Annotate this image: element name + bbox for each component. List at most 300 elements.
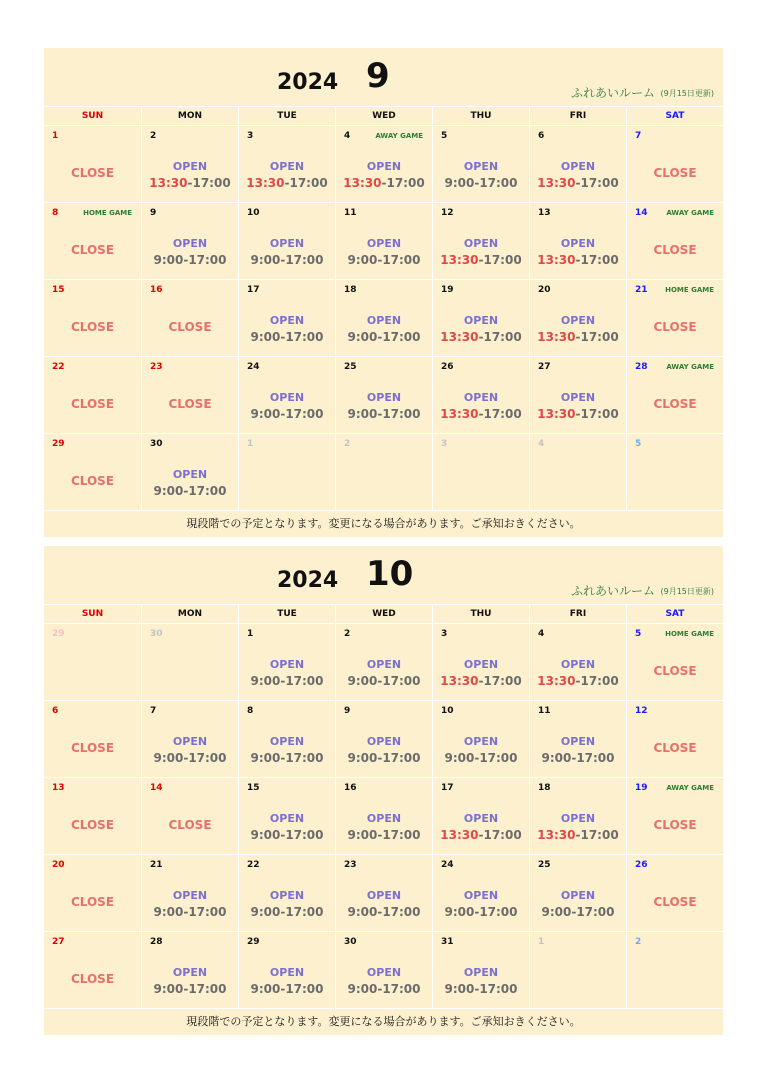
weekday-fri: FRI bbox=[529, 605, 626, 623]
open-label: OPEN bbox=[269, 658, 305, 671]
day-cell bbox=[44, 854, 141, 931]
day-cell bbox=[141, 356, 238, 433]
open-label: OPEN bbox=[463, 391, 499, 404]
weekday-header bbox=[44, 106, 723, 125]
opening-hours: 9:00-17:00 bbox=[347, 905, 421, 919]
day-number: 11 bbox=[344, 208, 357, 218]
start-time: 13:30 bbox=[537, 674, 576, 688]
day-number: 23 bbox=[150, 362, 163, 372]
day-number: 16 bbox=[150, 285, 163, 295]
end-time: -17:00 bbox=[284, 176, 328, 190]
opening-hours bbox=[433, 253, 529, 267]
weekday-sun: SUN bbox=[81, 111, 104, 121]
day-number: 30 bbox=[344, 937, 357, 947]
opening-hours bbox=[530, 828, 626, 842]
end-time: -17:00 bbox=[187, 176, 231, 190]
open-label: OPEN bbox=[366, 658, 402, 671]
day-cell bbox=[335, 931, 432, 1008]
open-label: OPEN bbox=[269, 160, 305, 173]
end-time: -17:00 bbox=[478, 407, 522, 421]
open-label: OPEN bbox=[366, 735, 402, 748]
open-label: OPEN bbox=[366, 391, 402, 404]
day-grid bbox=[44, 623, 723, 1008]
footer-note: 現段階での予定となります。変更になる場合があります。ご承知おきください。 bbox=[44, 1008, 723, 1035]
day-number: 21 bbox=[635, 285, 648, 295]
opening-hours: 9:00-17:00 bbox=[444, 176, 518, 190]
opening-hours: 9:00-17:00 bbox=[541, 905, 615, 919]
calendar-september bbox=[44, 48, 723, 537]
close-label: CLOSE bbox=[168, 320, 212, 334]
open-label: OPEN bbox=[269, 966, 305, 979]
open-label: OPEN bbox=[560, 658, 596, 671]
day-number: 15 bbox=[247, 783, 260, 793]
year-label: 2024 bbox=[277, 70, 339, 95]
game-badge: AWAY GAME bbox=[375, 132, 423, 140]
weekday-sun: SUN bbox=[81, 609, 104, 619]
close-label: CLOSE bbox=[653, 166, 697, 180]
day-number: 29 bbox=[52, 629, 65, 639]
day-cell bbox=[626, 777, 723, 854]
day-number: 11 bbox=[538, 706, 551, 716]
start-time: 13:30 bbox=[343, 176, 382, 190]
open-label: OPEN bbox=[269, 391, 305, 404]
start-time: 13:30 bbox=[537, 176, 576, 190]
open-label: OPEN bbox=[463, 735, 499, 748]
opening-hours: 9:00-17:00 bbox=[444, 982, 518, 996]
open-label: OPEN bbox=[366, 966, 402, 979]
close-label: CLOSE bbox=[653, 741, 697, 755]
day-number: 3 bbox=[441, 439, 448, 449]
day-number: 20 bbox=[538, 285, 551, 295]
day-cell bbox=[432, 202, 529, 279]
open-label: OPEN bbox=[463, 237, 499, 250]
day-cell bbox=[335, 356, 432, 433]
opening-hours bbox=[336, 176, 432, 190]
day-cell bbox=[238, 433, 335, 510]
opening-hours: 9:00-17:00 bbox=[444, 751, 518, 765]
open-label: OPEN bbox=[560, 237, 596, 250]
day-number: 21 bbox=[150, 860, 163, 870]
open-label: OPEN bbox=[366, 314, 402, 327]
open-label: OPEN bbox=[172, 468, 208, 481]
close-label: CLOSE bbox=[653, 818, 697, 832]
open-label: OPEN bbox=[366, 237, 402, 250]
day-cell bbox=[141, 623, 238, 700]
calendar-header bbox=[44, 48, 723, 106]
day-number: 17 bbox=[441, 783, 454, 793]
day-number: 22 bbox=[52, 362, 65, 372]
day-cell bbox=[335, 777, 432, 854]
day-cell bbox=[141, 777, 238, 854]
day-number: 14 bbox=[150, 783, 163, 793]
opening-hours bbox=[433, 674, 529, 688]
open-label: OPEN bbox=[463, 314, 499, 327]
day-cell bbox=[626, 125, 723, 202]
day-number: 5 bbox=[635, 629, 642, 639]
opening-hours bbox=[433, 828, 529, 842]
day-number: 25 bbox=[344, 362, 357, 372]
day-number: 16 bbox=[344, 783, 357, 793]
room-name: ふれあいルーム bbox=[570, 584, 655, 598]
day-cell bbox=[432, 854, 529, 931]
close-label: CLOSE bbox=[653, 243, 697, 257]
open-label: OPEN bbox=[366, 889, 402, 902]
day-cell bbox=[238, 623, 335, 700]
day-cell bbox=[626, 433, 723, 510]
day-number: 4 bbox=[538, 629, 545, 639]
day-cell bbox=[335, 202, 432, 279]
weekday-mon: MON bbox=[141, 605, 238, 623]
day-number: 27 bbox=[52, 937, 65, 947]
game-badge: AWAY GAME bbox=[666, 784, 714, 792]
start-time: 13:30 bbox=[246, 176, 285, 190]
day-cell bbox=[529, 931, 626, 1008]
opening-hours bbox=[530, 253, 626, 267]
day-cell bbox=[335, 700, 432, 777]
close-label: CLOSE bbox=[70, 741, 115, 755]
day-number: 3 bbox=[247, 131, 254, 141]
day-number: 6 bbox=[538, 131, 545, 141]
day-number: 30 bbox=[150, 439, 163, 449]
start-time: 13:30 bbox=[537, 330, 576, 344]
day-number: 29 bbox=[247, 937, 260, 947]
close-label: CLOSE bbox=[70, 397, 115, 411]
end-time: -17:00 bbox=[575, 828, 619, 842]
start-time: 13:30 bbox=[537, 253, 576, 267]
close-label: CLOSE bbox=[70, 243, 115, 257]
day-number: 10 bbox=[441, 706, 454, 716]
day-number: 31 bbox=[441, 937, 454, 947]
end-time: -17:00 bbox=[478, 828, 522, 842]
day-cell bbox=[238, 700, 335, 777]
opening-hours: 9:00-17:00 bbox=[541, 751, 615, 765]
opening-hours: 9:00-17:00 bbox=[250, 253, 324, 267]
day-number: 3 bbox=[441, 629, 448, 639]
weekday-wed: WED bbox=[335, 605, 432, 623]
open-label: OPEN bbox=[172, 889, 208, 902]
day-number: 10 bbox=[247, 208, 260, 218]
opening-hours bbox=[433, 407, 529, 421]
day-cell bbox=[529, 433, 626, 510]
opening-hours bbox=[530, 674, 626, 688]
day-cell bbox=[335, 854, 432, 931]
opening-hours: 9:00-17:00 bbox=[347, 751, 421, 765]
day-cell bbox=[238, 777, 335, 854]
opening-hours: 9:00-17:00 bbox=[347, 828, 421, 842]
open-label: OPEN bbox=[269, 735, 305, 748]
opening-hours bbox=[433, 330, 529, 344]
opening-hours: 9:00-17:00 bbox=[444, 905, 518, 919]
start-time: 13:30 bbox=[440, 253, 479, 267]
day-cell bbox=[432, 623, 529, 700]
day-number: 7 bbox=[150, 706, 157, 716]
opening-hours bbox=[530, 407, 626, 421]
weekday-tue: TUE bbox=[238, 107, 335, 125]
day-cell bbox=[432, 125, 529, 202]
day-number: 28 bbox=[635, 362, 648, 372]
close-label: CLOSE bbox=[168, 818, 212, 832]
start-time: 13:30 bbox=[537, 828, 576, 842]
day-number: 25 bbox=[538, 860, 551, 870]
day-cell bbox=[141, 433, 238, 510]
day-cell bbox=[529, 202, 626, 279]
day-cell bbox=[141, 202, 238, 279]
day-cell bbox=[141, 931, 238, 1008]
opening-hours: 9:00-17:00 bbox=[347, 330, 421, 344]
opening-hours: 9:00-17:00 bbox=[153, 982, 227, 996]
open-label: OPEN bbox=[560, 160, 596, 173]
day-number: 8 bbox=[52, 208, 59, 218]
day-cell bbox=[141, 854, 238, 931]
day-number: 1 bbox=[247, 439, 254, 449]
weekday-fri: FRI bbox=[529, 107, 626, 125]
open-label: OPEN bbox=[172, 160, 208, 173]
day-cell bbox=[238, 125, 335, 202]
day-cell bbox=[529, 854, 626, 931]
end-time: -17:00 bbox=[575, 330, 619, 344]
opening-hours: 9:00-17:00 bbox=[153, 751, 227, 765]
day-cell bbox=[238, 279, 335, 356]
opening-hours bbox=[142, 176, 238, 190]
opening-hours: 9:00-17:00 bbox=[250, 828, 324, 842]
day-number: 27 bbox=[538, 362, 551, 372]
day-number: 8 bbox=[247, 706, 254, 716]
day-cell bbox=[44, 777, 141, 854]
game-badge: AWAY GAME bbox=[666, 363, 714, 371]
weekday-sat: SAT bbox=[626, 605, 723, 623]
day-cell bbox=[626, 202, 723, 279]
open-label: OPEN bbox=[269, 237, 305, 250]
day-cell bbox=[432, 433, 529, 510]
day-number: 2 bbox=[344, 629, 351, 639]
footer-note: 現段階での予定となります。変更になる場合があります。ご承知おきください。 bbox=[44, 510, 723, 537]
day-number: 9 bbox=[344, 706, 351, 716]
weekday-thu: THU bbox=[432, 107, 529, 125]
close-label: CLOSE bbox=[70, 474, 115, 488]
open-label: OPEN bbox=[560, 314, 596, 327]
day-number: 5 bbox=[441, 131, 448, 141]
weekday-wed: WED bbox=[335, 107, 432, 125]
day-cell bbox=[44, 433, 141, 510]
game-badge: HOME GAME bbox=[665, 286, 714, 294]
day-cell bbox=[44, 700, 141, 777]
open-label: OPEN bbox=[269, 314, 305, 327]
day-cell bbox=[432, 777, 529, 854]
end-time: -17:00 bbox=[478, 253, 522, 267]
day-cell bbox=[238, 202, 335, 279]
opening-hours: 9:00-17:00 bbox=[250, 751, 324, 765]
opening-hours: 9:00-17:00 bbox=[250, 330, 324, 344]
open-label: OPEN bbox=[560, 812, 596, 825]
day-number: 2 bbox=[635, 937, 642, 947]
updated-note: (9月15日更新) bbox=[660, 587, 714, 596]
year-label: 2024 bbox=[277, 568, 339, 593]
end-time: -17:00 bbox=[478, 674, 522, 688]
day-number: 9 bbox=[150, 208, 157, 218]
opening-hours: 9:00-17:00 bbox=[347, 674, 421, 688]
day-number: 19 bbox=[441, 285, 454, 295]
day-cell bbox=[238, 931, 335, 1008]
day-number: 18 bbox=[344, 285, 357, 295]
open-label: OPEN bbox=[172, 966, 208, 979]
day-cell bbox=[44, 125, 141, 202]
opening-hours: 9:00-17:00 bbox=[250, 407, 324, 421]
day-number: 6 bbox=[52, 706, 59, 716]
opening-hours: 9:00-17:00 bbox=[153, 253, 227, 267]
day-number: 1 bbox=[52, 131, 59, 141]
open-label: OPEN bbox=[560, 889, 596, 902]
opening-hours: 9:00-17:00 bbox=[347, 253, 421, 267]
opening-hours: 9:00-17:00 bbox=[153, 484, 227, 498]
open-label: OPEN bbox=[172, 237, 208, 250]
day-number: 17 bbox=[247, 285, 260, 295]
day-number: 29 bbox=[52, 439, 65, 449]
day-cell bbox=[529, 623, 626, 700]
end-time: -17:00 bbox=[575, 674, 619, 688]
weekday-mon: MON bbox=[141, 107, 238, 125]
day-cell bbox=[44, 202, 141, 279]
open-label: OPEN bbox=[366, 812, 402, 825]
close-label: CLOSE bbox=[70, 972, 115, 986]
start-time: 13:30 bbox=[537, 407, 576, 421]
day-number: 24 bbox=[441, 860, 454, 870]
day-cell bbox=[626, 279, 723, 356]
day-cell bbox=[626, 356, 723, 433]
end-time: -17:00 bbox=[478, 330, 522, 344]
day-cell bbox=[335, 279, 432, 356]
day-cell bbox=[335, 125, 432, 202]
open-label: OPEN bbox=[463, 966, 499, 979]
day-cell bbox=[626, 623, 723, 700]
day-cell bbox=[626, 854, 723, 931]
calendar-october bbox=[44, 546, 723, 1035]
day-number: 22 bbox=[247, 860, 260, 870]
day-cell bbox=[432, 279, 529, 356]
day-cell bbox=[529, 356, 626, 433]
day-number: 26 bbox=[441, 362, 454, 372]
day-cell bbox=[335, 433, 432, 510]
open-label: OPEN bbox=[560, 735, 596, 748]
day-number: 7 bbox=[635, 131, 642, 141]
end-time: -17:00 bbox=[381, 176, 425, 190]
day-number: 4 bbox=[344, 131, 351, 141]
day-number: 19 bbox=[635, 783, 648, 793]
day-number: 14 bbox=[635, 208, 648, 218]
open-label: OPEN bbox=[463, 658, 499, 671]
game-badge: HOME GAME bbox=[665, 630, 714, 638]
close-label: CLOSE bbox=[70, 895, 115, 909]
end-time: -17:00 bbox=[575, 407, 619, 421]
day-cell bbox=[141, 125, 238, 202]
start-time: 13:30 bbox=[440, 407, 479, 421]
end-time: -17:00 bbox=[575, 176, 619, 190]
close-label: CLOSE bbox=[70, 166, 115, 180]
day-number: 24 bbox=[247, 362, 260, 372]
start-time: 13:30 bbox=[440, 674, 479, 688]
opening-hours: 9:00-17:00 bbox=[250, 905, 324, 919]
opening-hours: 9:00-17:00 bbox=[347, 407, 421, 421]
close-label: CLOSE bbox=[70, 818, 115, 832]
day-cell bbox=[335, 623, 432, 700]
updated-note: (9月15日更新) bbox=[660, 89, 714, 98]
day-cell bbox=[529, 125, 626, 202]
open-label: OPEN bbox=[463, 160, 499, 173]
day-number: 18 bbox=[538, 783, 551, 793]
day-cell bbox=[238, 854, 335, 931]
opening-hours bbox=[530, 176, 626, 190]
day-number: 1 bbox=[247, 629, 254, 639]
day-number: 12 bbox=[635, 706, 648, 716]
day-number: 2 bbox=[150, 131, 157, 141]
start-time: 13:30 bbox=[149, 176, 188, 190]
day-cell bbox=[141, 700, 238, 777]
day-number: 2 bbox=[344, 439, 351, 449]
opening-hours: 9:00-17:00 bbox=[250, 982, 324, 996]
end-time: -17:00 bbox=[575, 253, 619, 267]
game-badge: HOME GAME bbox=[83, 209, 132, 217]
day-number: 4 bbox=[538, 439, 545, 449]
day-cell bbox=[529, 700, 626, 777]
close-label: CLOSE bbox=[653, 664, 697, 678]
day-cell bbox=[432, 356, 529, 433]
close-label: CLOSE bbox=[168, 397, 212, 411]
day-cell bbox=[529, 279, 626, 356]
day-number: 15 bbox=[52, 285, 65, 295]
day-number: 5 bbox=[635, 439, 642, 449]
open-label: OPEN bbox=[269, 889, 305, 902]
day-cell bbox=[238, 356, 335, 433]
open-label: OPEN bbox=[269, 812, 305, 825]
day-number: 13 bbox=[52, 783, 65, 793]
day-cell bbox=[44, 356, 141, 433]
weekday-header bbox=[44, 604, 723, 623]
start-time: 13:30 bbox=[440, 828, 479, 842]
day-number: 23 bbox=[344, 860, 357, 870]
day-number: 13 bbox=[538, 208, 551, 218]
weekday-tue: TUE bbox=[238, 605, 335, 623]
month-label: 9 bbox=[366, 56, 390, 96]
day-cell bbox=[432, 700, 529, 777]
day-number: 26 bbox=[635, 860, 648, 870]
day-cell bbox=[432, 931, 529, 1008]
day-number: 30 bbox=[150, 629, 163, 639]
day-number: 20 bbox=[52, 860, 65, 870]
game-badge: AWAY GAME bbox=[666, 209, 714, 217]
day-number: 1 bbox=[538, 937, 545, 947]
weekday-thu: THU bbox=[432, 605, 529, 623]
day-cell bbox=[44, 279, 141, 356]
close-label: CLOSE bbox=[653, 895, 697, 909]
opening-hours bbox=[530, 330, 626, 344]
weekday-sat: SAT bbox=[626, 107, 723, 125]
start-time: 13:30 bbox=[440, 330, 479, 344]
day-cell bbox=[529, 777, 626, 854]
calendar-header bbox=[44, 546, 723, 604]
day-number: 12 bbox=[441, 208, 454, 218]
day-cell bbox=[44, 931, 141, 1008]
open-label: OPEN bbox=[463, 812, 499, 825]
close-label: CLOSE bbox=[70, 320, 115, 334]
day-number: 28 bbox=[150, 937, 163, 947]
room-name: ふれあいルーム bbox=[570, 86, 655, 100]
open-label: OPEN bbox=[463, 889, 499, 902]
close-label: CLOSE bbox=[653, 320, 697, 334]
close-label: CLOSE bbox=[653, 397, 697, 411]
day-cell bbox=[626, 931, 723, 1008]
month-label: 10 bbox=[366, 554, 414, 594]
opening-hours: 9:00-17:00 bbox=[153, 905, 227, 919]
open-label: OPEN bbox=[366, 160, 402, 173]
